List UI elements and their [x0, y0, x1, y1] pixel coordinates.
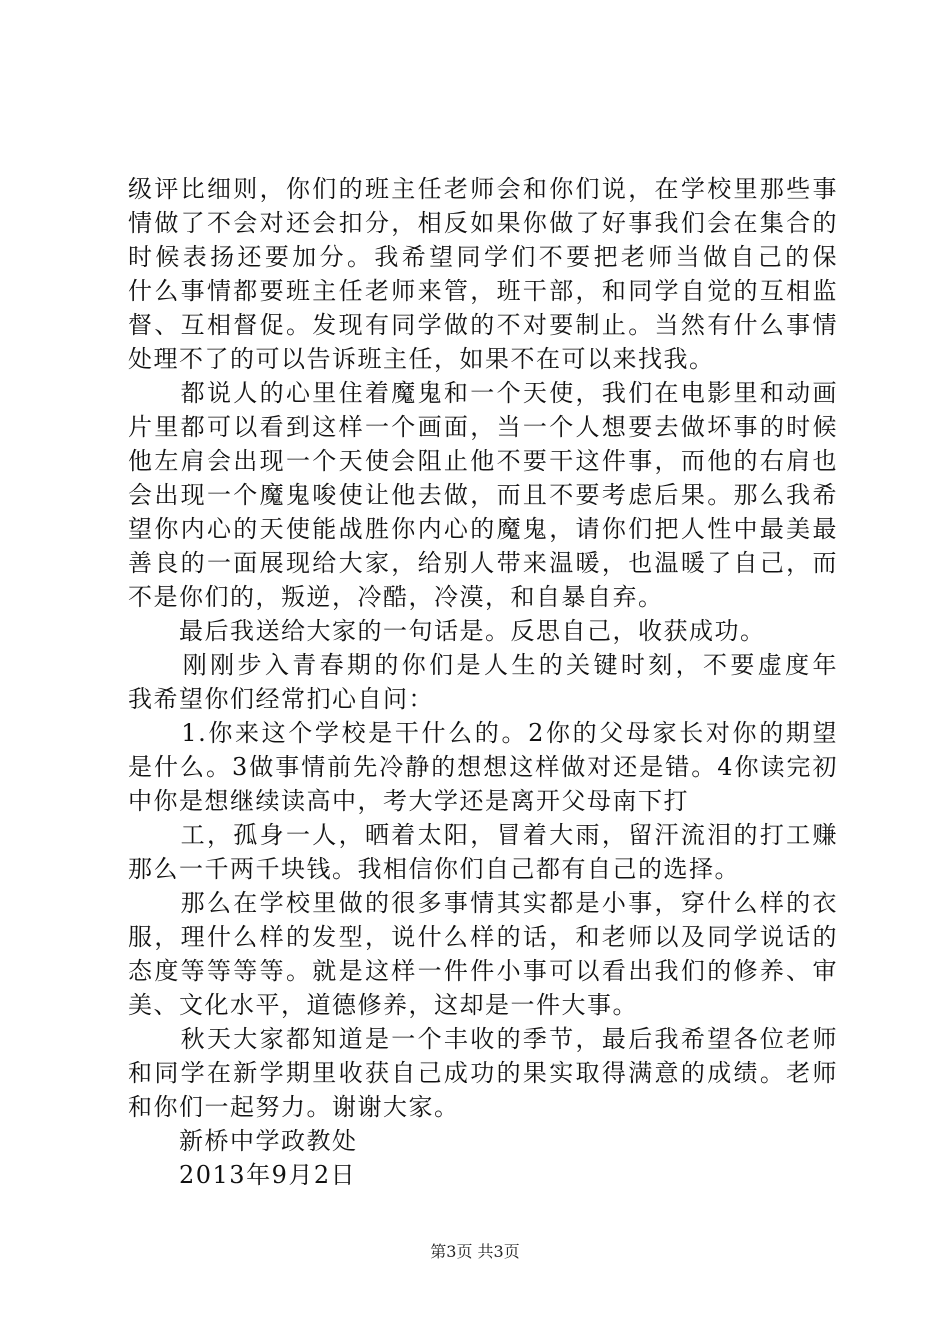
text-line: 什么事情都要班主任老师来管，班干部，和同学自觉的互相监 — [128, 277, 838, 305]
text-line: 工，孤身一人，晒着太阳，冒着大雨，留汗流泪的打工赚 — [128, 821, 838, 849]
text-line: 时候表扬还要加分。我希望同学们不要把老师当做自己的保 — [128, 243, 838, 271]
text-line: 他左肩会出现一个天使会阻止他不要干这件事，而他的右肩也 — [128, 447, 838, 475]
text-line: 和同学在新学期里收获自己成功的果实取得满意的成绩。老师 — [128, 1059, 838, 1087]
text-line: 处理不了的可以告诉班主任，如果不在可以来找我。 — [128, 345, 715, 373]
page-footer: 第3页 共3页 — [430, 1242, 520, 1261]
text-line: 态度等等等等。就是这样一件件小事可以看出我们的修养、审 — [128, 957, 838, 985]
text-line: 最后我送给大家的一句话是。反思自己，收获成功。 — [128, 617, 766, 645]
text-line: 1.你来这个学校是干什么的。2你的父母家长对你的期望 — [128, 719, 838, 747]
text-line: 和你们一起努力。谢谢大家。 — [128, 1093, 460, 1121]
text-line: 情做了不会对还会扣分，相反如果你做了好事我们会在集合的 — [128, 209, 838, 237]
text-line: 是什么。3做事情前先冷静的想想这样做对还是错。4你读完初 — [128, 753, 838, 781]
text-line: 善良的一面展现给大家，给别人带来温暖，也温暖了自己，而 — [128, 549, 838, 577]
text-line: 2013年9月2日 — [128, 1161, 357, 1189]
text-line: 那么一千两千块钱。我相信你们自己都有自己的选择。 — [128, 855, 740, 883]
text-line: 我希望你们经常扪心自问： — [128, 685, 434, 713]
text-line: 不是你们的，叛逆，冷酷，冷漠，和自暴自弃。 — [128, 583, 664, 611]
text-line: 服，理什么样的发型，说什么样的话，和老师以及同学说话的 — [128, 923, 838, 951]
text-line: 望你内心的天使能战胜你内心的魔鬼，请你们把人性中最美最 — [128, 515, 838, 543]
text-line: 刚刚步入青春期的你们是人生的关键时刻，不要虚度年 — [182, 651, 838, 679]
text-line: 会出现一个魔鬼唆使让他去做，而且不要考虑后果。那么我希 — [128, 481, 838, 509]
text-line: 级评比细则，你们的班主任老师会和你们说，在学校里那些事 — [128, 175, 838, 203]
text-line: 新桥中学政教处 — [128, 1127, 358, 1155]
document-body — [128, 172, 838, 1192]
text-line: 秋天大家都知道是一个丰收的季节，最后我希望各位老师 — [128, 1025, 838, 1053]
text-line: 那么在学校里做的很多事情其实都是小事，穿什么样的衣 — [128, 889, 838, 917]
text-line: 督、互相督促。发现有同学做的不对要制止。当然有什么事情 — [128, 311, 838, 339]
text-line: 美、文化水平，道德修养，这却是一件大事。 — [128, 991, 638, 1019]
text-line: 都说人的心里住着魔鬼和一个天使，我们在电影里和动画 — [128, 379, 838, 407]
text-line: 片里都可以看到这样一个画面，当一个人想要去做坏事的时候 — [128, 413, 838, 441]
text-line: 中你是想继续读高中，考大学还是离开父母南下打 — [128, 787, 689, 815]
